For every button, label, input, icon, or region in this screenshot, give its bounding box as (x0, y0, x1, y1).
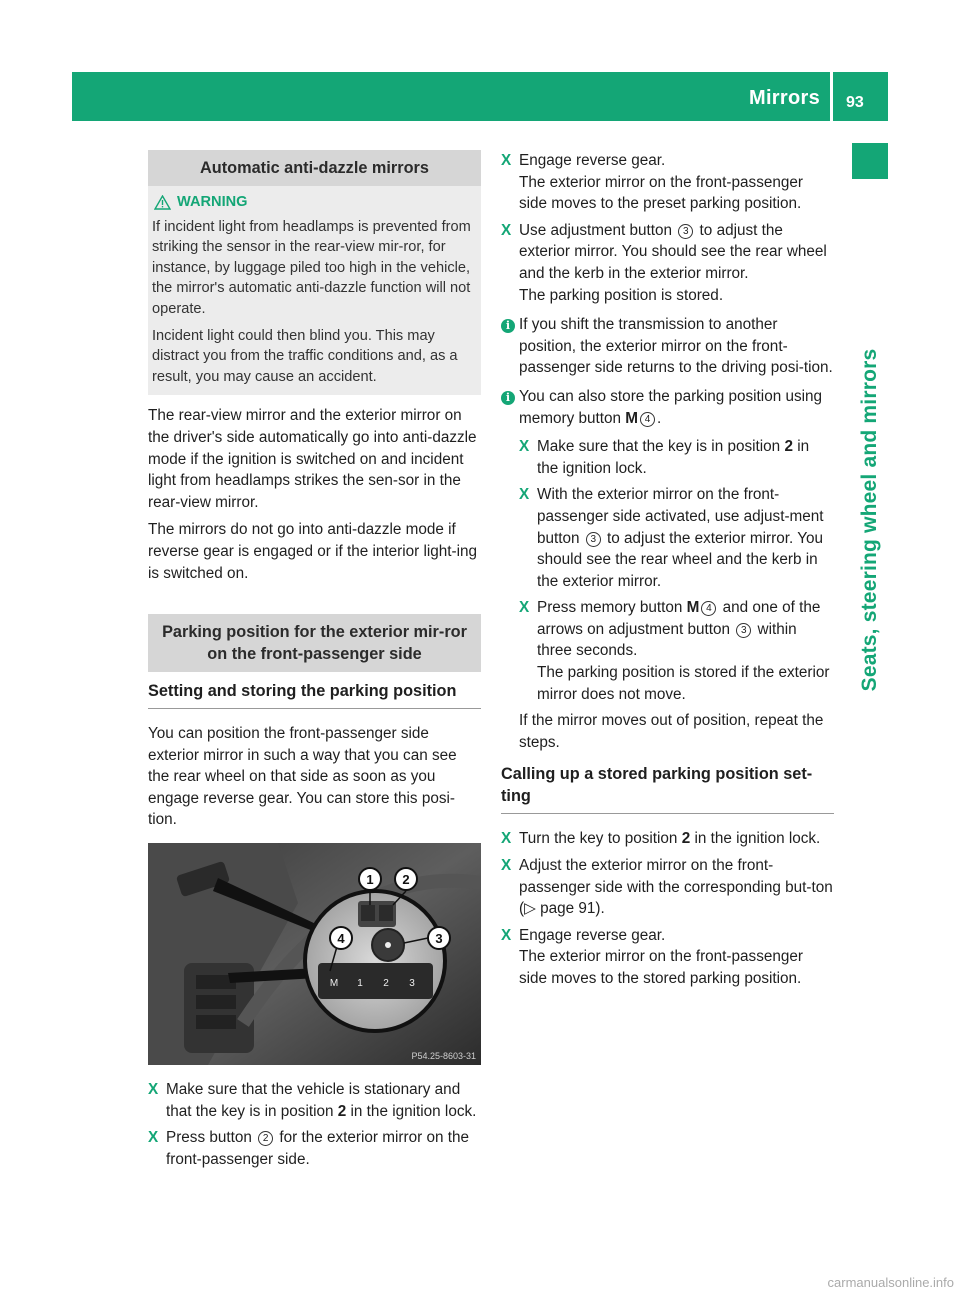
warning-triangle-icon (154, 195, 171, 210)
warning-label: WARNING (177, 194, 248, 210)
step-marker-icon: X (501, 221, 512, 239)
right-column (501, 150, 834, 995)
header-divider (830, 72, 833, 121)
button-number-badge: 4 (640, 412, 655, 427)
button-number-badge: 3 (586, 532, 601, 547)
body-paragraph: The rear-view mirror and the exterior mirror on the driver's side automatically go into anti-dazzle mode if the ignition is switched on and incident light from headlamps strikes the sen-sor in the rear-view mirror. (148, 407, 477, 511)
warning-text: If incident light from headlamps is prevented from striking the sensor in the rear-view mir-ror, for instance, by luggage piled too high in the vehicle, the mirror's automatic anti-dazzle function will not operate. (152, 218, 471, 317)
subheading-setting-storing: Setting and storing the parking position (148, 680, 481, 709)
memory-button-label: M (329, 978, 339, 990)
page-number: 93 (846, 94, 864, 111)
info-icon: i (501, 319, 515, 333)
step-text: Use adjustment button 3 to adjust the exterior mirror. You should see the rear wheel and the kerb in the exterior mirror. The parking position is stored. (519, 221, 827, 304)
step-marker-icon: X (148, 1081, 159, 1099)
left-column (148, 150, 481, 1175)
step-text: Make sure that the vehicle is stationary and that the key is in position 2 in the ignition lock. (166, 1081, 477, 1120)
step-text: Adjust the exterior mirror on the front-passenger side with the corresponding but-ton (▷ page 91). (519, 857, 833, 918)
info-icon: i (501, 391, 515, 405)
instruction-step (501, 150, 834, 215)
button-number-badge: 3 (678, 224, 693, 239)
instruction-step (501, 855, 834, 920)
step-text: With the exterior mirror on the front-passenger side activated, use adjust-ment button 3 to adjust the exterior mirror. You should see the rear wheel and the kerb in the exterior mirror. (537, 486, 824, 590)
button-number-badge: 4 (701, 601, 716, 616)
photo-code: P54.25-8603-31 (411, 1051, 476, 1062)
instruction-step (501, 828, 834, 850)
warning-title (152, 192, 475, 213)
body-paragraph: If the mirror moves out of position, repeat the steps. (519, 712, 824, 751)
step-marker-icon: X (501, 926, 512, 944)
body-paragraph: The mirrors do not go into anti-dazzle mode if reverse gear is engaged or if the interior light-ing is switched on. (148, 521, 478, 582)
instruction-step (501, 925, 834, 990)
body-paragraph: You can position the front-passenger side exterior mirror in such a way that you can see the rear wheel on that side as soon as you engage reverse gear. You can store this posi-tion. (148, 725, 457, 829)
step-marker-icon: X (501, 857, 512, 875)
info-text: If you shift the transmission to another position, the exterior mirror on the front-passenger side returns to the driving posi-tion. (519, 316, 833, 377)
callout-number: 1 (366, 872, 374, 888)
chapter-label: Seats, steering wheel and mirrors (858, 348, 882, 692)
section-heading-anti-dazzle: Automatic anti-dazzle mirrors (148, 150, 481, 186)
step-marker-icon: X (501, 152, 512, 169)
instruction-step (148, 1127, 481, 1170)
callout-number: 2 (402, 872, 410, 888)
page-title: Mirrors (748, 87, 820, 109)
button-number-badge: 2 (258, 1131, 273, 1146)
instruction-step (519, 484, 834, 592)
instruction-step (501, 220, 834, 306)
subheading-calling-up: Calling up a stored parking position set-ting (501, 763, 834, 814)
info-note (501, 386, 834, 429)
door-control-photo (148, 843, 481, 1065)
step-text: Press memory button M 4 and one of the arrows on adjustment button 3 within three seconds. The parking position is stored if the exterior mirror does not move. (537, 599, 830, 703)
callout-number: 4 (337, 931, 345, 947)
info-text: You can also store the parking position using memory button M 4 . (519, 387, 823, 427)
step-marker-icon: X (519, 486, 530, 504)
step-marker-icon: X (519, 599, 530, 617)
instruction-step (519, 597, 834, 705)
sub-steps (501, 436, 834, 705)
button-number-badge: 3 (736, 623, 751, 638)
footer-watermark: carmanualsonline.info (827, 1275, 954, 1291)
step-marker-icon: X (148, 1129, 159, 1147)
callout-number: 3 (435, 931, 443, 947)
chapter-tab (852, 143, 888, 179)
step-text: Engage reverse gear. The exterior mirror on the front-passenger side moves to the preset parking position. (519, 152, 803, 213)
step-text: Engage reverse gear. The exterior mirror on the front-passenger side moves to the stored parking position. (519, 926, 803, 987)
warning-text: Incident light could then blind you. This may distract you from the traffic conditions and, as a result, you may cause an accident. (152, 327, 458, 385)
warning-box (148, 186, 481, 395)
memory-button-label: 1 (357, 978, 363, 990)
step-text: Press button 2 for the exterior mirror on the front-passenger side. (166, 1129, 469, 1168)
memory-button-label: 3 (409, 978, 415, 990)
instruction-step (148, 1079, 481, 1122)
step-text: Make sure that the key is in position 2 in the ignition lock. (537, 438, 810, 477)
memory-button-label: 2 (383, 978, 389, 990)
info-note (501, 314, 834, 379)
step-marker-icon: X (501, 830, 512, 848)
step-text: Turn the key to position 2 in the ignition lock. (519, 830, 821, 848)
step-marker-icon: X (519, 438, 530, 456)
instruction-step (519, 436, 834, 479)
page-reference-link[interactable]: ▷ page 91 (524, 900, 596, 918)
section-heading-parking-position: Parking position for the exterior mir-ror on the front-passenger side (148, 614, 481, 672)
